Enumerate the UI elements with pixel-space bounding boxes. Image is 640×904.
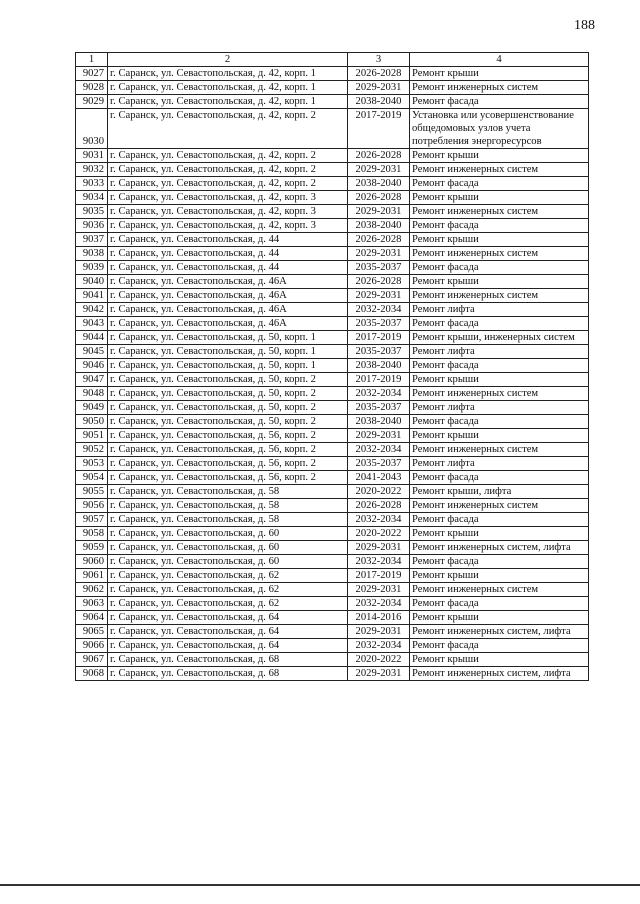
row-number-cell: 9056 bbox=[76, 499, 108, 513]
address-cell: г. Саранск, ул. Севастопольская, д. 58 bbox=[108, 485, 348, 499]
period-cell: 2020-2022 bbox=[348, 485, 410, 499]
table-row bbox=[76, 275, 589, 289]
row-number-cell: 9054 bbox=[76, 471, 108, 485]
address-cell: г. Саранск, ул. Севастопольская, д. 50, корп. 1 bbox=[108, 359, 348, 373]
period-cell: 2029-2031 bbox=[348, 247, 410, 261]
table-row bbox=[76, 527, 589, 541]
address-cell: г. Саранск, ул. Севастопольская, д. 50, корп. 2 bbox=[108, 401, 348, 415]
work-type-cell: Ремонт фасада bbox=[410, 597, 589, 611]
period-cell: 2035-2037 bbox=[348, 345, 410, 359]
address-cell: г. Саранск, ул. Севастопольская, д. 62 bbox=[108, 597, 348, 611]
table-body bbox=[76, 67, 589, 681]
table-row bbox=[76, 219, 589, 233]
period-cell: 2020-2022 bbox=[348, 527, 410, 541]
address-cell: г. Саранск, ул. Севастопольская, д. 60 bbox=[108, 541, 348, 555]
period-cell: 2038-2040 bbox=[348, 219, 410, 233]
table-row bbox=[76, 191, 589, 205]
period-cell: 2038-2040 bbox=[348, 95, 410, 109]
work-type-cell: Ремонт крыши bbox=[410, 611, 589, 625]
table-row bbox=[76, 443, 589, 457]
row-number-cell: 9029 bbox=[76, 95, 108, 109]
period-cell: 2026-2028 bbox=[348, 149, 410, 163]
work-type-cell: Ремонт лифта bbox=[410, 345, 589, 359]
address-cell: г. Саранск, ул. Севастопольская, д. 42, корп. 2 bbox=[108, 163, 348, 177]
address-cell: г. Саранск, ул. Севастопольская, д. 56, корп. 2 bbox=[108, 429, 348, 443]
work-type-cell: Ремонт лифта bbox=[410, 303, 589, 317]
period-cell: 2038-2040 bbox=[348, 359, 410, 373]
period-cell: 2020-2022 bbox=[348, 653, 410, 667]
address-cell: г. Саранск, ул. Севастопольская, д. 50, корп. 2 bbox=[108, 373, 348, 387]
work-type-cell: Ремонт фасада bbox=[410, 471, 589, 485]
address-cell: г. Саранск, ул. Севастопольская, д. 50, корп. 2 bbox=[108, 415, 348, 429]
period-cell: 2029-2031 bbox=[348, 583, 410, 597]
column-header-work: 4 bbox=[410, 53, 589, 67]
work-type-cell: Ремонт фасада bbox=[410, 639, 589, 653]
period-cell: 2017-2019 bbox=[348, 569, 410, 583]
table-row bbox=[76, 555, 589, 569]
period-cell: 2029-2031 bbox=[348, 667, 410, 681]
row-number-cell: 9067 bbox=[76, 653, 108, 667]
work-type-cell: Ремонт крыши bbox=[410, 653, 589, 667]
period-cell: 2014-2016 bbox=[348, 611, 410, 625]
table-row bbox=[76, 317, 589, 331]
table-row bbox=[76, 457, 589, 471]
period-cell: 2029-2031 bbox=[348, 81, 410, 95]
work-type-cell: Ремонт крыши bbox=[410, 569, 589, 583]
period-cell: 2029-2031 bbox=[348, 289, 410, 303]
address-cell: г. Саранск, ул. Севастопольская, д. 42, корп. 2 bbox=[108, 149, 348, 163]
row-number-cell: 9049 bbox=[76, 401, 108, 415]
period-cell: 2032-2034 bbox=[348, 513, 410, 527]
table-row bbox=[76, 149, 589, 163]
table-row bbox=[76, 625, 589, 639]
work-type-cell: Ремонт фасада bbox=[410, 317, 589, 331]
table-row bbox=[76, 583, 589, 597]
work-type-cell: Ремонт инженерных систем bbox=[410, 289, 589, 303]
address-cell: г. Саранск, ул. Севастопольская, д. 68 bbox=[108, 667, 348, 681]
column-header-period: 3 bbox=[348, 53, 410, 67]
work-type-cell: Ремонт инженерных систем bbox=[410, 387, 589, 401]
address-cell: г. Саранск, ул. Севастопольская, д. 56, корп. 2 bbox=[108, 457, 348, 471]
period-cell: 2026-2028 bbox=[348, 233, 410, 247]
period-cell: 2026-2028 bbox=[348, 499, 410, 513]
table-row bbox=[76, 261, 589, 275]
column-header-address: 2 bbox=[108, 53, 348, 67]
work-type-cell: Ремонт фасада bbox=[410, 177, 589, 191]
work-type-cell: Ремонт лифта bbox=[410, 401, 589, 415]
address-cell: г. Саранск, ул. Севастопольская, д. 68 bbox=[108, 653, 348, 667]
row-number-cell: 9051 bbox=[76, 429, 108, 443]
table-row bbox=[76, 667, 589, 681]
page-number: 188 bbox=[574, 18, 595, 33]
table-row bbox=[76, 67, 589, 81]
period-cell: 2032-2034 bbox=[348, 443, 410, 457]
table-row bbox=[76, 81, 589, 95]
work-type-cell: Ремонт инженерных систем bbox=[410, 583, 589, 597]
table-row bbox=[76, 597, 589, 611]
period-cell: 2029-2031 bbox=[348, 429, 410, 443]
address-cell: г. Саранск, ул. Севастопольская, д. 64 bbox=[108, 639, 348, 653]
address-cell: г. Саранск, ул. Севастопольская, д. 60 bbox=[108, 555, 348, 569]
header-row bbox=[76, 53, 589, 67]
address-cell: г. Саранск, ул. Севастопольская, д. 58 bbox=[108, 499, 348, 513]
row-number-cell: 9055 bbox=[76, 485, 108, 499]
work-type-cell: Ремонт фасада bbox=[410, 359, 589, 373]
table-row bbox=[76, 387, 589, 401]
row-number-cell: 9042 bbox=[76, 303, 108, 317]
period-cell: 2032-2034 bbox=[348, 303, 410, 317]
row-number-cell: 9030 bbox=[76, 109, 108, 149]
row-number-cell: 9047 bbox=[76, 373, 108, 387]
work-type-cell: Ремонт фасада bbox=[410, 261, 589, 275]
table-row bbox=[76, 359, 589, 373]
table-row bbox=[76, 303, 589, 317]
address-cell: г. Саранск, ул. Севастопольская, д. 42, корп. 3 bbox=[108, 205, 348, 219]
table-row bbox=[76, 639, 589, 653]
row-number-cell: 9040 bbox=[76, 275, 108, 289]
work-type-cell: Ремонт фасада bbox=[410, 513, 589, 527]
table-row bbox=[76, 429, 589, 443]
address-cell: г. Саранск, ул. Севастопольская, д. 64 bbox=[108, 611, 348, 625]
work-type-cell: Ремонт крыши, лифта bbox=[410, 485, 589, 499]
period-cell: 2017-2019 bbox=[348, 109, 410, 149]
work-type-cell: Ремонт крыши bbox=[410, 527, 589, 541]
row-number-cell: 9061 bbox=[76, 569, 108, 583]
row-number-cell: 9052 bbox=[76, 443, 108, 457]
address-cell: г. Саранск, ул. Севастопольская, д. 44 bbox=[108, 233, 348, 247]
period-cell: 2032-2034 bbox=[348, 387, 410, 401]
period-cell: 2035-2037 bbox=[348, 317, 410, 331]
period-cell: 2035-2037 bbox=[348, 261, 410, 275]
table-row bbox=[76, 471, 589, 485]
row-number-cell: 9068 bbox=[76, 667, 108, 681]
row-number-cell: 9033 bbox=[76, 177, 108, 191]
period-cell: 2026-2028 bbox=[348, 275, 410, 289]
address-cell: г. Саранск, ул. Севастопольская, д. 42, корп. 2 bbox=[108, 109, 348, 149]
period-cell: 2041-2043 bbox=[348, 471, 410, 485]
address-cell: г. Саранск, ул. Севастопольская, д. 46А bbox=[108, 289, 348, 303]
row-number-cell: 9050 bbox=[76, 415, 108, 429]
row-number-cell: 9036 bbox=[76, 219, 108, 233]
table-row bbox=[76, 569, 589, 583]
period-cell: 2029-2031 bbox=[348, 541, 410, 555]
table-row bbox=[76, 653, 589, 667]
row-number-cell: 9035 bbox=[76, 205, 108, 219]
table-row bbox=[76, 541, 589, 555]
work-type-cell: Ремонт крыши bbox=[410, 233, 589, 247]
row-number-cell: 9060 bbox=[76, 555, 108, 569]
work-type-cell: Ремонт инженерных систем, лифта bbox=[410, 541, 589, 555]
row-number-cell: 9057 bbox=[76, 513, 108, 527]
period-cell: 2029-2031 bbox=[348, 625, 410, 639]
row-number-cell: 9039 bbox=[76, 261, 108, 275]
work-type-cell: Ремонт крыши bbox=[410, 275, 589, 289]
address-cell: г. Саранск, ул. Севастопольская, д. 42, корп. 3 bbox=[108, 191, 348, 205]
row-number-cell: 9043 bbox=[76, 317, 108, 331]
table-row bbox=[76, 109, 589, 149]
address-cell: г. Саранск, ул. Севастопольская, д. 56, корп. 2 bbox=[108, 443, 348, 457]
work-type-cell: Ремонт инженерных систем, лифта bbox=[410, 625, 589, 639]
period-cell: 2017-2019 bbox=[348, 373, 410, 387]
table-row bbox=[76, 611, 589, 625]
row-number-cell: 9065 bbox=[76, 625, 108, 639]
address-cell: г. Саранск, ул. Севастопольская, д. 42, корп. 3 bbox=[108, 219, 348, 233]
table-row bbox=[76, 95, 589, 109]
address-cell: г. Саранск, ул. Севастопольская, д. 46А bbox=[108, 303, 348, 317]
column-header-number: 1 bbox=[76, 53, 108, 67]
work-type-cell: Ремонт фасада bbox=[410, 219, 589, 233]
period-cell: 2032-2034 bbox=[348, 639, 410, 653]
address-cell: г. Саранск, ул. Севастопольская, д. 62 bbox=[108, 569, 348, 583]
row-number-cell: 9066 bbox=[76, 639, 108, 653]
work-type-cell: Ремонт инженерных систем bbox=[410, 81, 589, 95]
table-row bbox=[76, 331, 589, 345]
work-type-cell: Ремонт крыши bbox=[410, 429, 589, 443]
address-cell: г. Саранск, ул. Севастопольская, д. 62 bbox=[108, 583, 348, 597]
work-type-cell: Ремонт инженерных систем bbox=[410, 499, 589, 513]
row-number-cell: 9062 bbox=[76, 583, 108, 597]
work-type-cell: Ремонт крыши bbox=[410, 373, 589, 387]
page-bottom-rule bbox=[0, 884, 640, 886]
work-type-cell: Ремонт инженерных систем bbox=[410, 163, 589, 177]
table-row bbox=[76, 177, 589, 191]
work-type-cell: Ремонт инженерных систем bbox=[410, 205, 589, 219]
row-number-cell: 9064 bbox=[76, 611, 108, 625]
work-type-cell: Ремонт крыши bbox=[410, 67, 589, 81]
table-row bbox=[76, 289, 589, 303]
period-cell: 2029-2031 bbox=[348, 163, 410, 177]
address-cell: г. Саранск, ул. Севастопольская, д. 64 bbox=[108, 625, 348, 639]
address-cell: г. Саранск, ул. Севастопольская, д. 50, корп. 2 bbox=[108, 387, 348, 401]
work-type-cell: Установка или усовершенствование общедомовых узлов учета потребления энергоресурсов bbox=[410, 109, 589, 149]
row-number-cell: 9028 bbox=[76, 81, 108, 95]
address-cell: г. Саранск, ул. Севастопольская, д. 56, корп. 2 bbox=[108, 471, 348, 485]
table-row bbox=[76, 345, 589, 359]
row-number-cell: 9044 bbox=[76, 331, 108, 345]
row-number-cell: 9032 bbox=[76, 163, 108, 177]
table-row bbox=[76, 401, 589, 415]
row-number-cell: 9045 bbox=[76, 345, 108, 359]
period-cell: 2038-2040 bbox=[348, 415, 410, 429]
table-row bbox=[76, 485, 589, 499]
address-cell: г. Саранск, ул. Севастопольская, д. 44 bbox=[108, 247, 348, 261]
address-cell: г. Саранск, ул. Севастопольская, д. 46А bbox=[108, 317, 348, 331]
address-cell: г. Саранск, ул. Севастопольская, д. 42, корп. 1 bbox=[108, 67, 348, 81]
work-type-cell: Ремонт фасада bbox=[410, 555, 589, 569]
work-type-cell: Ремонт инженерных систем, лифта bbox=[410, 667, 589, 681]
address-cell: г. Саранск, ул. Севастопольская, д. 42, корп. 2 bbox=[108, 177, 348, 191]
period-cell: 2032-2034 bbox=[348, 597, 410, 611]
period-cell: 2017-2019 bbox=[348, 331, 410, 345]
row-number-cell: 9059 bbox=[76, 541, 108, 555]
row-number-cell: 9038 bbox=[76, 247, 108, 261]
period-cell: 2035-2037 bbox=[348, 457, 410, 471]
work-type-cell: Ремонт фасада bbox=[410, 95, 589, 109]
address-cell: г. Саранск, ул. Севастопольская, д. 46А bbox=[108, 275, 348, 289]
table-row bbox=[76, 373, 589, 387]
work-type-cell: Ремонт крыши, инженерных систем bbox=[410, 331, 589, 345]
row-number-cell: 9037 bbox=[76, 233, 108, 247]
row-number-cell: 9041 bbox=[76, 289, 108, 303]
work-type-cell: Ремонт лифта bbox=[410, 457, 589, 471]
table-row bbox=[76, 513, 589, 527]
row-number-cell: 9031 bbox=[76, 149, 108, 163]
address-cell: г. Саранск, ул. Севастопольская, д. 42, корп. 1 bbox=[108, 95, 348, 109]
repair-schedule-table bbox=[75, 52, 589, 681]
period-cell: 2026-2028 bbox=[348, 191, 410, 205]
table-row bbox=[76, 233, 589, 247]
period-cell: 2032-2034 bbox=[348, 555, 410, 569]
period-cell: 2038-2040 bbox=[348, 177, 410, 191]
address-cell: г. Саранск, ул. Севастопольская, д. 58 bbox=[108, 513, 348, 527]
address-cell: г. Саранск, ул. Севастопольская, д. 42, корп. 1 bbox=[108, 81, 348, 95]
period-cell: 2029-2031 bbox=[348, 205, 410, 219]
address-cell: г. Саранск, ул. Севастопольская, д. 44 bbox=[108, 261, 348, 275]
table-row bbox=[76, 415, 589, 429]
work-type-cell: Ремонт инженерных систем bbox=[410, 443, 589, 457]
period-cell: 2035-2037 bbox=[348, 401, 410, 415]
row-number-cell: 9027 bbox=[76, 67, 108, 81]
table-row bbox=[76, 247, 589, 261]
address-cell: г. Саранск, ул. Севастопольская, д. 60 bbox=[108, 527, 348, 541]
work-type-cell: Ремонт крыши bbox=[410, 191, 589, 205]
table-row bbox=[76, 205, 589, 219]
work-type-cell: Ремонт фасада bbox=[410, 415, 589, 429]
period-cell: 2026-2028 bbox=[348, 67, 410, 81]
row-number-cell: 9063 bbox=[76, 597, 108, 611]
table-row bbox=[76, 163, 589, 177]
row-number-cell: 9053 bbox=[76, 457, 108, 471]
row-number-cell: 9058 bbox=[76, 527, 108, 541]
row-number-cell: 9034 bbox=[76, 191, 108, 205]
work-type-cell: Ремонт крыши bbox=[410, 149, 589, 163]
address-cell: г. Саранск, ул. Севастопольская, д. 50, корп. 1 bbox=[108, 331, 348, 345]
address-cell: г. Саранск, ул. Севастопольская, д. 50, корп. 1 bbox=[108, 345, 348, 359]
work-type-cell: Ремонт инженерных систем bbox=[410, 247, 589, 261]
table-row bbox=[76, 499, 589, 513]
row-number-cell: 9046 bbox=[76, 359, 108, 373]
row-number-cell: 9048 bbox=[76, 387, 108, 401]
